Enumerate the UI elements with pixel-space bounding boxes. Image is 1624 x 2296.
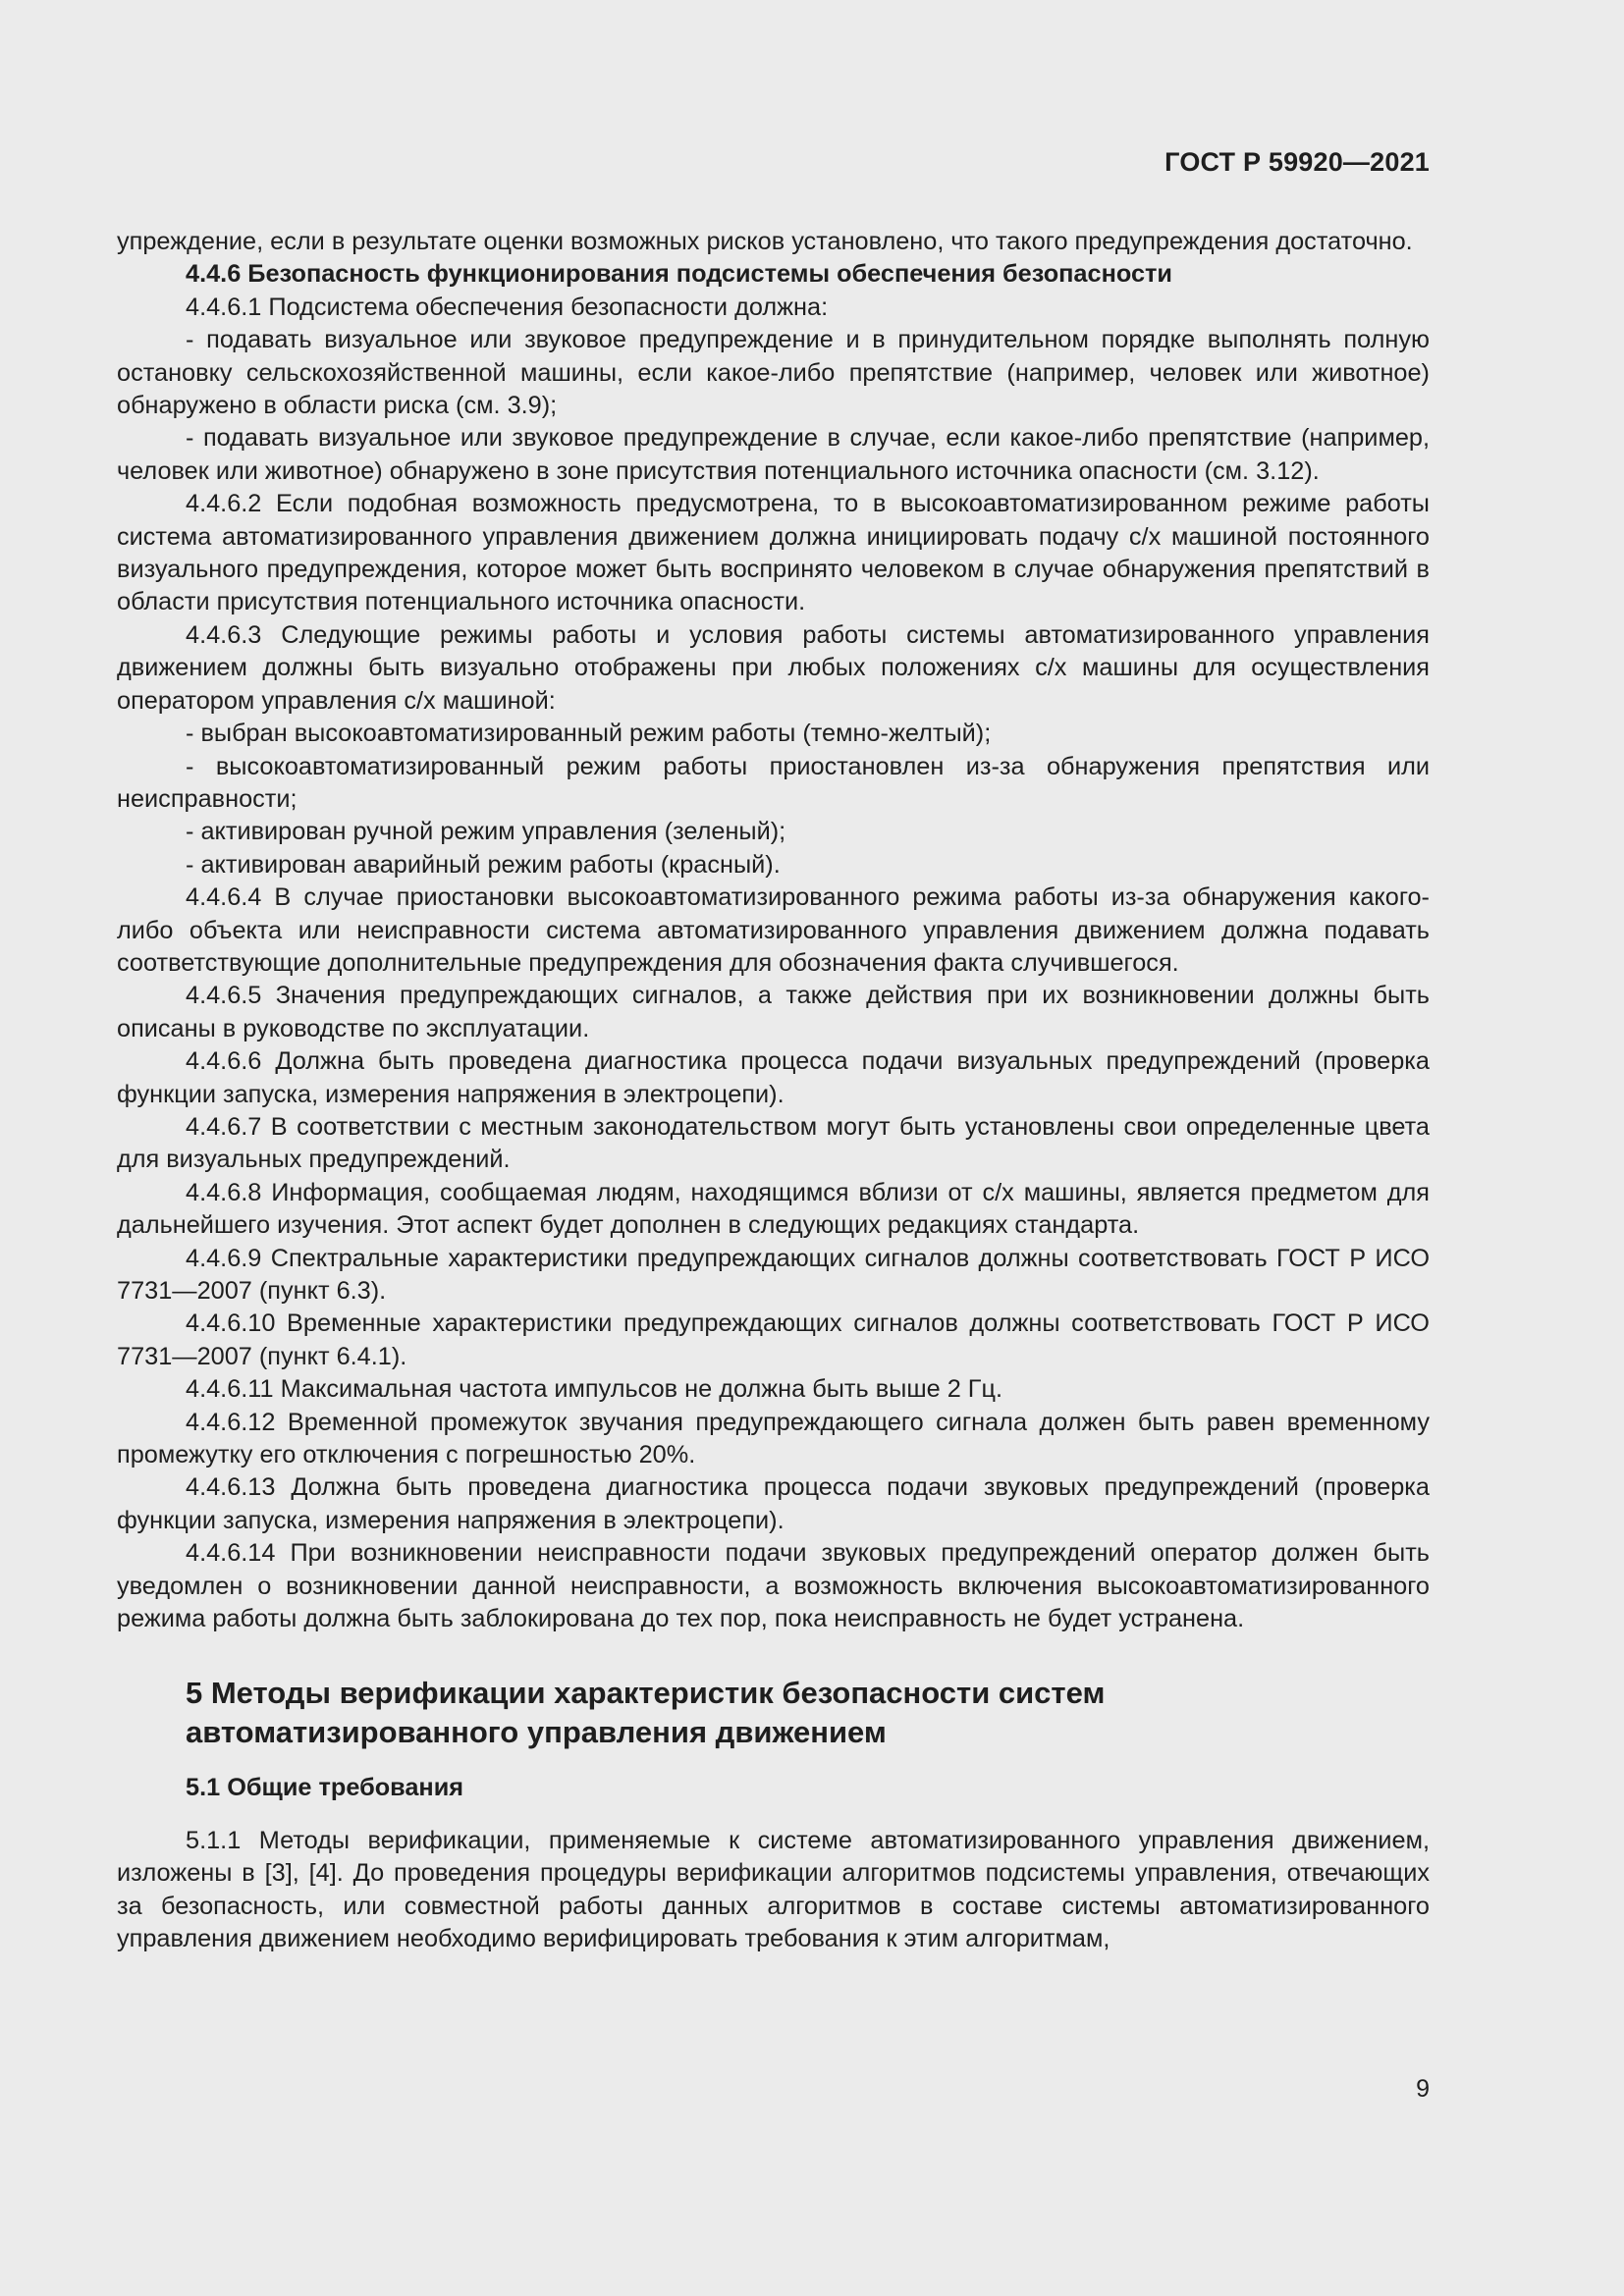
clause-heading-4-4-6: 4.4.6 Безопасность функционирования подсистемы обеспечения безопасности [186, 260, 1172, 289]
page-number: 9 [1416, 2075, 1430, 2103]
clause-4-4-6-9: 4.4.6.9 Спектральные характеристики предупреждающих сигналов должны соответствовать ГОСТ Р ИСО 7731—2007 (пункт 6.3). [117, 1244, 1430, 1305]
list-item: - активирован ручной режим управления (зеленый); [186, 818, 786, 846]
document-body [117, 226, 1430, 1956]
list-item: - подавать визуальное или звуковое предупреждение и в принудительном порядке выполнять полную остановку сельскохозяйственной машины, если какое-либо препятствие (например, человек или животное) обнаружено в области риска (см. 3.9); [117, 326, 1430, 420]
clause-4-4-6-6: 4.4.6.6 Должна быть проведена диагностика процесса подачи визуальных предупреждений (проверка функции запуска, измерения напряжения в электроцепи). [117, 1047, 1430, 1108]
clause-4-4-6-11: 4.4.6.11 Максимальная частота импульсов не должна быть выше 2 Гц. [186, 1375, 1003, 1404]
document-number-header: ГОСТ Р 59920—2021 [1164, 147, 1430, 177]
clause-4-4-6-14: 4.4.6.14 При возникновении неисправности подачи звуковых предупреждений оператор должен быть уведомлен о возникновении данной неисправности, а возможность включения высокоавтоматизированного режима работы должна быть заблокирована до тех пор, пока неисправность не будет устранена. [117, 1539, 1430, 1633]
clause-4-4-6-12: 4.4.6.12 Временной промежуток звучания предупреждающего сигнала должен быть равен временному промежутку его отключения с погрешностью 20%. [117, 1408, 1430, 1469]
list-item: - подавать визуальное или звуковое предупреждение в случае, если какое-либо препятствие (например, человек или животное) обнаружено в зоне присутствия потенциального источника опасности (см. 3.12). [117, 424, 1430, 485]
clause-4-4-6-8: 4.4.6.8 Информация, сообщаемая людям, находящимся вблизи от с/х машины, является предметом для дальнейшего изучения. Этот аспект будет дополнен в следующих редакциях стандарта. [117, 1178, 1430, 1240]
paragraph-continuation: упреждение, если в результате оценки возможных рисков установлено, что такого предупреждения достаточно. [117, 228, 1413, 255]
clause-5-1-1: 5.1.1 Методы верификации, применяемые к системе автоматизированного управления движением, изложены в [3], [4]. До проведения процедуры верификации алгоритмов подсистемы управления, отвечающих за безопасность, или совместной работы данных алгоритмов в составе системы автоматизированного управления движением необходимо верифицировать требования к этим алгоритмам, [117, 1826, 1430, 1953]
clause-4-4-6-10: 4.4.6.10 Временные характеристики предупреждающих сигналов должны соответствовать ГОСТ Р ИСО 7731—2007 (пункт 6.4.1). [117, 1309, 1430, 1370]
clause-4-4-6-4: 4.4.6.4 В случае приостановки высокоавтоматизированного режима работы из-за обнаружения какого-либо объекта или неисправности система автоматизированного управления движением должна подавать соответствующие дополнительные предупреждения для обозначения факта случившегося. [117, 883, 1430, 977]
clause-4-4-6-1: 4.4.6.1 Подсистема обеспечения безопасности должна: [186, 293, 829, 321]
clause-4-4-6-7: 4.4.6.7 В соответствии с местным законодательством могут быть установлены свои определенные цвета для визуальных предупреждений. [117, 1112, 1430, 1174]
clause-4-4-6-2: 4.4.6.2 Если подобная возможность предусмотрена, то в высокоавтоматизированном режиме работы система автоматизированного управления движением должна инициировать подачу с/х машиной постоянного визуального предупреждения, которое может быть воспринято человеком в случае обнаружения препятствий в области присутствия потенциального источника опасности. [117, 490, 1430, 616]
section-5-title: 5 Методы верификации характеристик безопасности систем автоматизированного управления движением [186, 1676, 1106, 1750]
subsection-5-1-title: 5.1 Общие требования [186, 1774, 464, 1802]
clause-4-4-6-5: 4.4.6.5 Значения предупреждающих сигналов, а также действия при их возникновении должны быть описаны в руководстве по эксплуатации. [117, 982, 1430, 1042]
list-item: - выбран высокоавтоматизированный режим работы (темно-желтый); [186, 720, 992, 748]
list-item: - активирован аварийный режим работы (красный). [186, 850, 781, 879]
clause-4-4-6-3: 4.4.6.3 Следующие режимы работы и условия работы системы автоматизированного управления движением должны быть визуально отображены при любых положениях с/х машины для осуществления оператором управления с/х машиной: [117, 620, 1430, 715]
clause-4-4-6-13: 4.4.6.13 Должна быть проведена диагностика процесса подачи звуковых предупреждений (проверка функции запуска, измерения напряжения в электроцепи). [117, 1473, 1430, 1534]
list-item: - высокоавтоматизированный режим работы приостановлен из-за обнаружения препятствия или неисправности; [117, 752, 1430, 813]
